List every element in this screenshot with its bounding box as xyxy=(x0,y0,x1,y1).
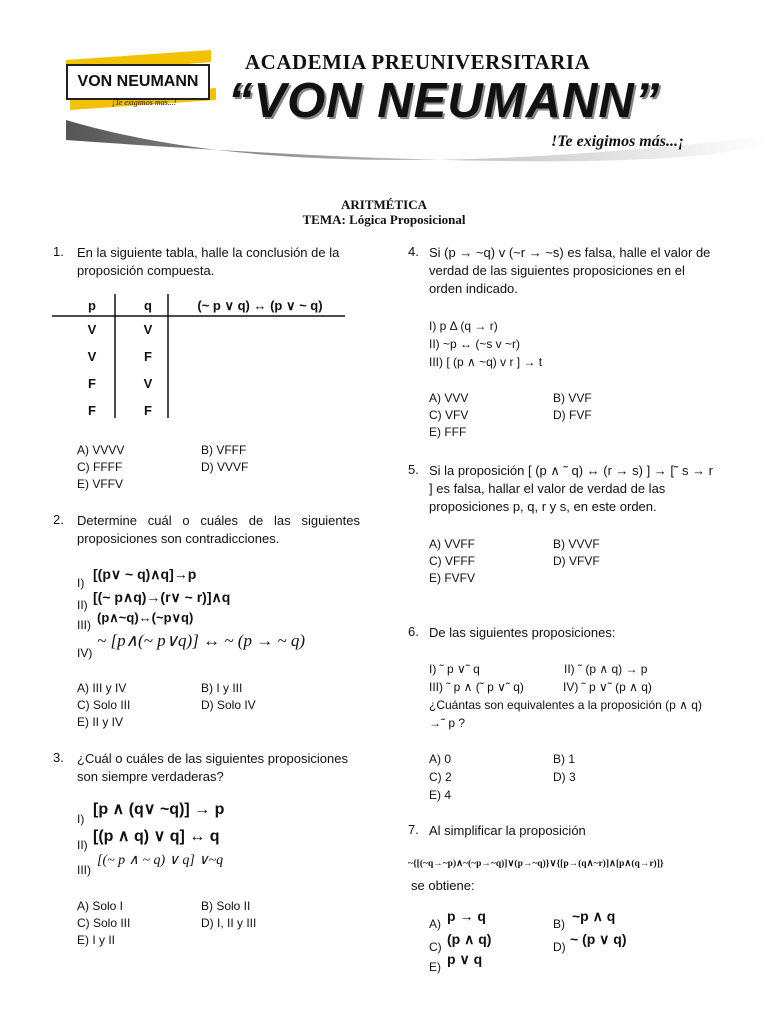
logo-box xyxy=(66,64,210,100)
q5-option-b[interactable]: B) VVVF xyxy=(553,537,600,551)
table-cell: V xyxy=(87,322,97,337)
table-header-p: p xyxy=(88,298,96,313)
q2-option-a[interactable]: A) III y IV xyxy=(77,681,127,695)
logo-slogan: ¡Te exigimos más...! xyxy=(112,98,177,107)
q3-option-e[interactable]: E) I y II xyxy=(77,933,116,947)
q7-option-b-formula[interactable]: ~p ∧ q xyxy=(572,908,616,924)
q3-item-3-label: III) xyxy=(77,863,91,877)
q3-text: ¿Cuál o cuáles de las siguientes proposiciones son siempre verdaderas? xyxy=(77,751,348,784)
table-cell: F xyxy=(88,376,96,391)
q5-number: 5. xyxy=(408,462,419,477)
q2-item-1-formula: [(p∨ ~ q)∧q]→p xyxy=(93,566,197,582)
q4-option-e[interactable]: E) FFF xyxy=(429,425,467,439)
q7-option-e-label[interactable]: E) xyxy=(429,960,441,974)
q6-option-d[interactable]: D) 3 xyxy=(553,770,576,784)
q7-number: 7. xyxy=(408,822,419,837)
q5-option-c[interactable]: C) VFFF xyxy=(429,554,475,568)
q2-number: 2. xyxy=(53,512,64,527)
q5-option-e[interactable]: E) FVFV xyxy=(429,571,476,585)
q4-item-2: II) ~p ↔ (~s v ~r) xyxy=(429,337,521,351)
q1-option-a[interactable]: A) VVVV xyxy=(77,443,125,457)
q4-number: 4. xyxy=(408,244,419,259)
academy-slogan: !Te exigimos más...¡ xyxy=(551,133,685,150)
table-cell: V xyxy=(87,349,97,364)
q1-option-c[interactable]: C) FFFF xyxy=(77,460,123,474)
q3-option-a[interactable]: A) Solo I xyxy=(77,899,124,913)
q3-option-b[interactable]: B) Solo II xyxy=(201,899,251,913)
q6-question: ¿Cuántas son equivalentes a la proposición (p ∧ q) →˜ p ? xyxy=(429,698,702,730)
q2-item-4-formula: ~ [p∧(~ p∨q)] ↔ ~ (p → ~ q) xyxy=(97,631,306,650)
table-cell: V xyxy=(143,376,153,391)
q1-number: 1. xyxy=(53,244,64,259)
q6-option-e[interactable]: E) 4 xyxy=(429,788,452,802)
q6-item-3: III) ˜ p ∧ (˜ p ∨˜ q) xyxy=(429,680,524,694)
q4-item-1: I) p Δ (q → r) xyxy=(429,319,498,333)
q7-option-b-label[interactable]: B) xyxy=(553,917,565,931)
q2-item-3-formula: (p∧~q)↔(~p∨q) xyxy=(97,610,194,625)
q1-option-d[interactable]: D) VVVF xyxy=(201,460,249,474)
q2-option-b[interactable]: B) I y III xyxy=(201,681,243,695)
q2-item-1-label: I) xyxy=(77,576,85,590)
q7-option-c-formula[interactable]: (p ∧ q) xyxy=(447,931,492,947)
table-cell: F xyxy=(144,403,152,418)
table-header-expression: (~ p ∨ q) ↔ (p ∨ ~ q) xyxy=(197,298,323,313)
q7-option-d-label[interactable]: D) xyxy=(553,940,566,954)
q4-option-a[interactable]: A) VVV xyxy=(429,391,469,405)
table-header-q: q xyxy=(144,298,152,313)
q7-option-c-label[interactable]: C) xyxy=(429,940,442,954)
q1-option-e[interactable]: E) VFFV xyxy=(77,477,124,491)
q6-option-a[interactable]: A) 0 xyxy=(429,752,452,766)
q5-text: Si la proposición [ (p ∧ ˜ q) ↔ (r → s) ] → [˜ s → r ] es falsa, hallar el valor de verdad de las proposiciones p, q, r y s, en este orden. xyxy=(429,463,714,514)
logo-text: VON NEUMANN xyxy=(77,73,199,90)
q5-option-d[interactable]: D) VFVF xyxy=(553,554,600,568)
q1-option-b[interactable]: B) VFFF xyxy=(201,443,247,457)
q3-number: 3. xyxy=(53,750,64,765)
q3-item-1-label: I) xyxy=(77,812,85,826)
q2-item-2-formula: [(~ p∧q)→(r∨ ~ r)]∧q xyxy=(93,589,231,605)
q6-number: 6. xyxy=(408,624,419,639)
academy-title: ACADEMIA PREUNIVERSITARIA xyxy=(245,50,591,74)
q7-text: Al simplificar la proposición xyxy=(429,823,586,838)
q6-option-c[interactable]: C) 2 xyxy=(429,770,452,784)
table-cell: F xyxy=(88,403,96,418)
q7-option-d-formula[interactable]: ~ (p ∨ q) xyxy=(570,931,627,947)
q6-text: De las siguientes proposiciones: xyxy=(429,625,616,640)
q7-option-a-label[interactable]: A) xyxy=(429,917,441,931)
q4-option-b[interactable]: B) VVF xyxy=(553,391,592,405)
q6-option-b[interactable]: B) 1 xyxy=(553,752,576,766)
q6-item-2: II) ˜ (p ∧ q) → p xyxy=(564,662,648,676)
q1-text: En la siguiente tabla, halle la conclusión de la proposición compuesta. xyxy=(77,245,340,278)
q7-option-a-formula[interactable]: p → q xyxy=(447,908,486,924)
q2-option-c[interactable]: C) Solo III xyxy=(77,698,131,712)
q5-option-a[interactable]: A) VVFF xyxy=(429,537,476,551)
q4-option-c[interactable]: C) VFV xyxy=(429,408,469,422)
q3-item-1-formula: [p ∧ (q∨ ~q)] → p xyxy=(93,801,225,818)
q3-option-d[interactable]: D) I, II y III xyxy=(201,916,257,930)
q2-option-e[interactable]: E) II y IV xyxy=(77,715,124,729)
q4-item-3: III) [ (p ∧ ~q) v r ] → t xyxy=(429,355,543,369)
q7-obtains: se obtiene: xyxy=(411,878,475,893)
q4-text: Si (p → ~q) v (~r → ~s) es falsa, halle el valor de verdad de las siguientes proposiciones en el orden indicado. xyxy=(429,245,711,296)
q2-option-d[interactable]: D) Solo IV xyxy=(201,698,256,712)
q6-item-4: IV) ˜ p ∨˜ (p ∧ q) xyxy=(563,680,652,694)
q2-text: Determine cuál o cuáles de las siguientes proposiciones son contradicciones. xyxy=(77,513,360,546)
q3-item-2-formula: [(p ∧ q) ∨ q] ↔ q xyxy=(93,828,220,845)
q3-option-c[interactable]: C) Solo III xyxy=(77,916,131,930)
q4-option-d[interactable]: D) FVF xyxy=(553,408,592,422)
q7-option-e-formula[interactable]: p ∨ q xyxy=(447,951,483,967)
q6-item-1: I) ˜ p ∨˜ q xyxy=(429,662,480,676)
q3-item-3-formula: [(~ p ∧ ~ q) ∨ q] ∨~q xyxy=(97,853,224,868)
subject-topic: TEMA: Lógica Proposicional xyxy=(302,212,466,227)
q7-formula: ~{[(~q→~p)∧~(~p→~q)]∨(p→~q)}∨{[p→(q∧~r)]∧[p∧(q→r)]} xyxy=(408,859,664,869)
academy-name: “VON NEUMANN” xyxy=(228,74,661,128)
subject-title: ARITMÉTICA xyxy=(341,197,427,212)
q2-item-2-label: II) xyxy=(77,598,88,612)
q2-item-3-label: III) xyxy=(77,618,91,632)
table-cell: V xyxy=(143,322,153,337)
q3-item-2-label: II) xyxy=(77,838,88,852)
q2-item-4-label: IV) xyxy=(77,646,93,660)
table-cell: F xyxy=(144,349,152,364)
